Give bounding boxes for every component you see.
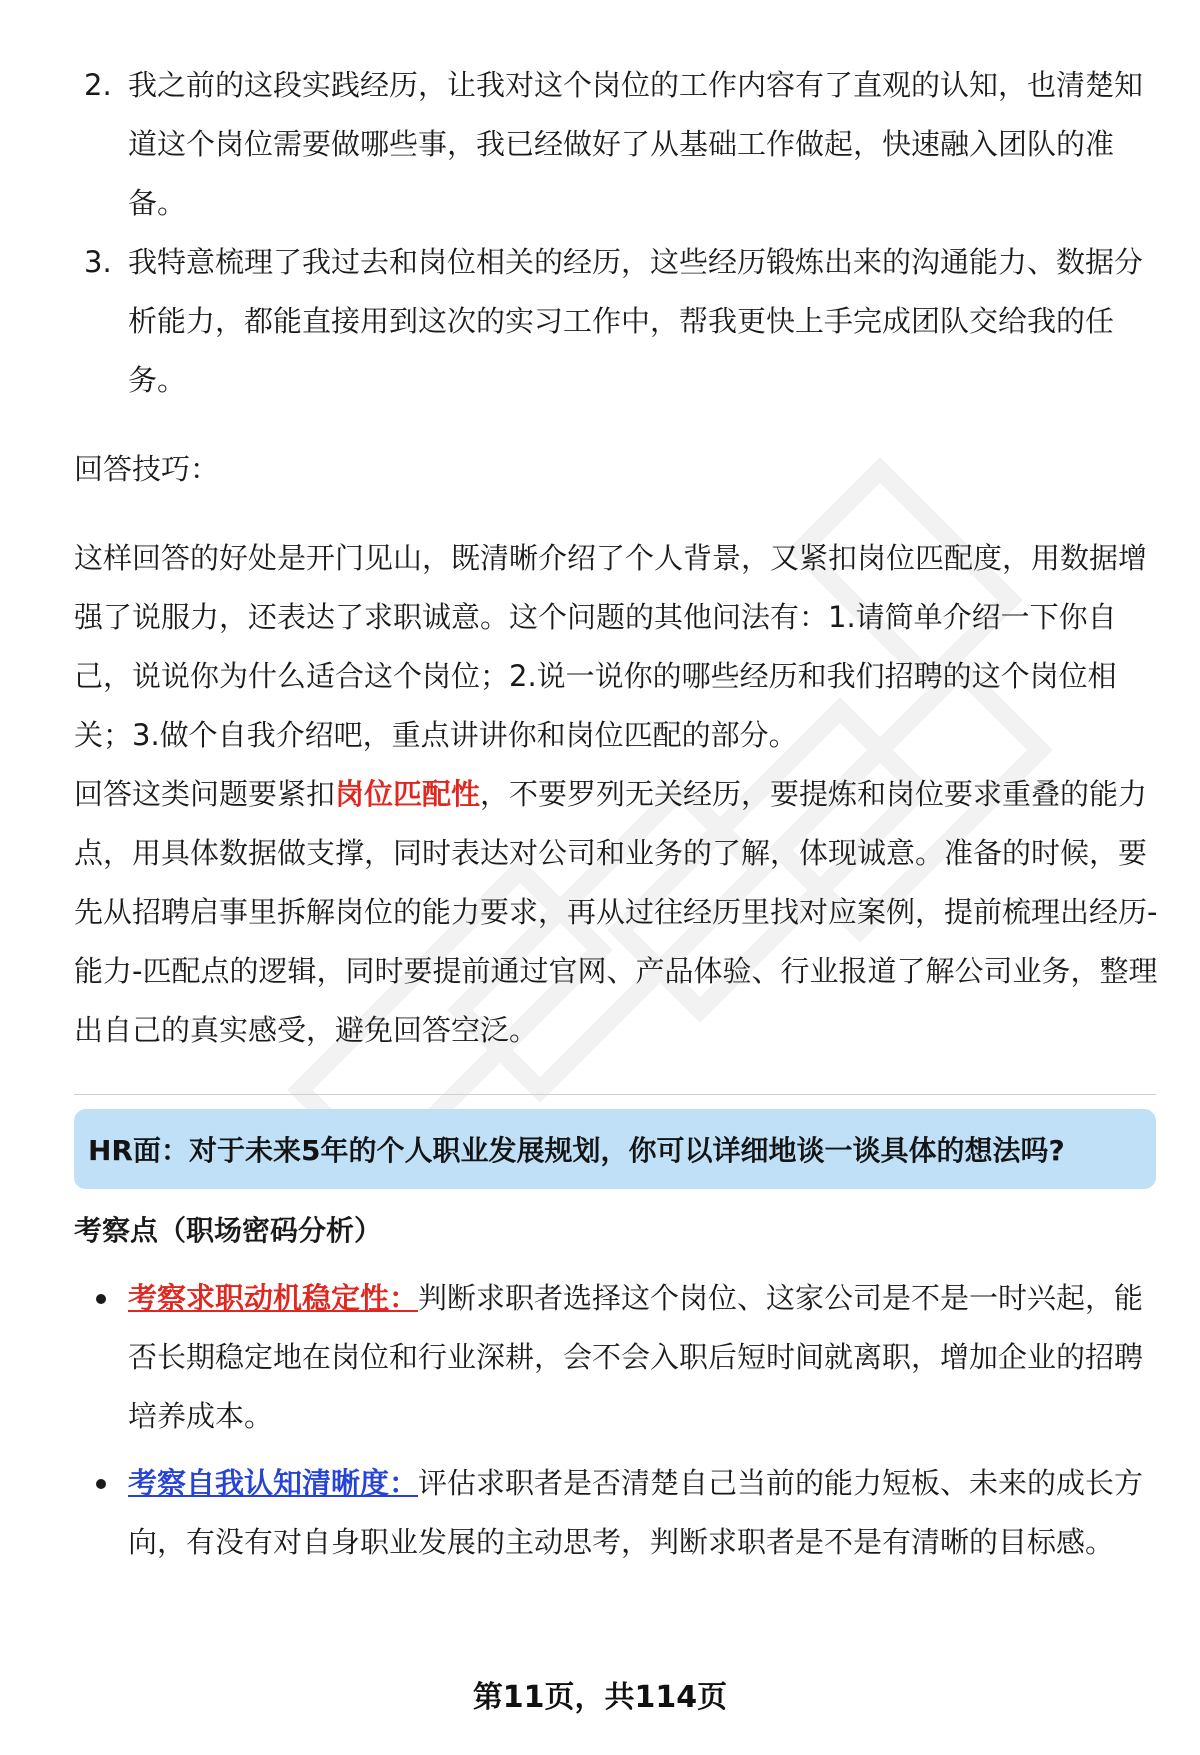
question-text: HR面：对于未来5年的个人职业发展规划，你可以详细地谈一谈具体的想法吗?: [88, 1134, 1065, 1167]
tips-label: 回答技巧：: [74, 452, 220, 486]
bullet-text: 判断求职者选择这个岗位、这家公司是不是一时兴起，能否长期稳定地在岗位和行业深耕，会不会入职后短时间就离职，增加企业的招聘培养成本。: [128, 1281, 1144, 1433]
list-number: 2.: [84, 68, 112, 102]
question-box: [74, 1109, 1156, 1189]
list-text: 我特意梳理了我过去和岗位相关的经历，这些经历锻炼出来的沟通能力、数据分析能力，都能直接用到这次的实习工作中，帮我更快上手完成团队交给我的任务。: [128, 245, 1144, 397]
tips-text-before: 回答这类问题要紧扣: [74, 777, 336, 811]
bullet-dot-icon: [96, 1479, 106, 1489]
tips-paragraph-2: [74, 765, 1158, 1060]
page-footer: 第11页，共114页: [472, 1680, 728, 1715]
tips-text-after: ，不要罗列无关经历，要提炼和岗位要求重叠的能力点，用具体数据做支撑，同时表达对公司和业务的了解，体现诚意。准备的时候，要先从招聘启事里拆解岗位的能力要求，再从过往经历里找对应案例，提前梳理出经历-能力-匹配点的逻辑，同时要提前通过官网、产品体验、行业报道了解公司业务，整理出自己的真实感受，避免回答空泛。: [74, 777, 1158, 1047]
list-item: [74, 56, 1158, 233]
bullet-text: 评估求职者是否清楚自己当前的能力短板、未来的成长方向，有没有对自身职业发展的主动思考，判断求职者是不是有清晰的目标感。: [128, 1466, 1144, 1559]
list-number: 3.: [84, 245, 112, 279]
list-item: [74, 233, 1158, 410]
bullet-item: [74, 1269, 1158, 1446]
tips-paragraph: 这样回答的好处是开门见山，既清晰介绍了个人背景，又紧扣岗位匹配度，用数据增强了说服力，还表达了求职诚意。这个问题的其他问法有：1.请简单介绍一下你自己，说说你为什么适合这个岗位；2.说一说你的哪些经历和我们招聘的这个岗位相关；3.做个自我介绍吧，重点讲讲你和岗位匹配的部分。: [74, 541, 1148, 752]
list-text: 我之前的这段实践经历，让我对这个岗位的工作内容有了直观的认知，也清楚知道这个岗位需要做哪些事，我已经做好了从基础工作做起，快速融入团队的准备。: [128, 68, 1144, 220]
section-divider: [74, 1094, 1156, 1095]
highlight-keyword: 岗位匹配性: [335, 777, 481, 811]
section-title: 考察点（职场密码分析）: [74, 1214, 383, 1247]
bullet-item: [74, 1454, 1158, 1572]
bullet-dot-icon: [96, 1294, 106, 1304]
bullet-lead: 考察自我认知清晰度：: [128, 1466, 419, 1500]
document-page: [74, 56, 1158, 1572]
bullet-lead: 考察求职动机稳定性：: [128, 1281, 419, 1315]
